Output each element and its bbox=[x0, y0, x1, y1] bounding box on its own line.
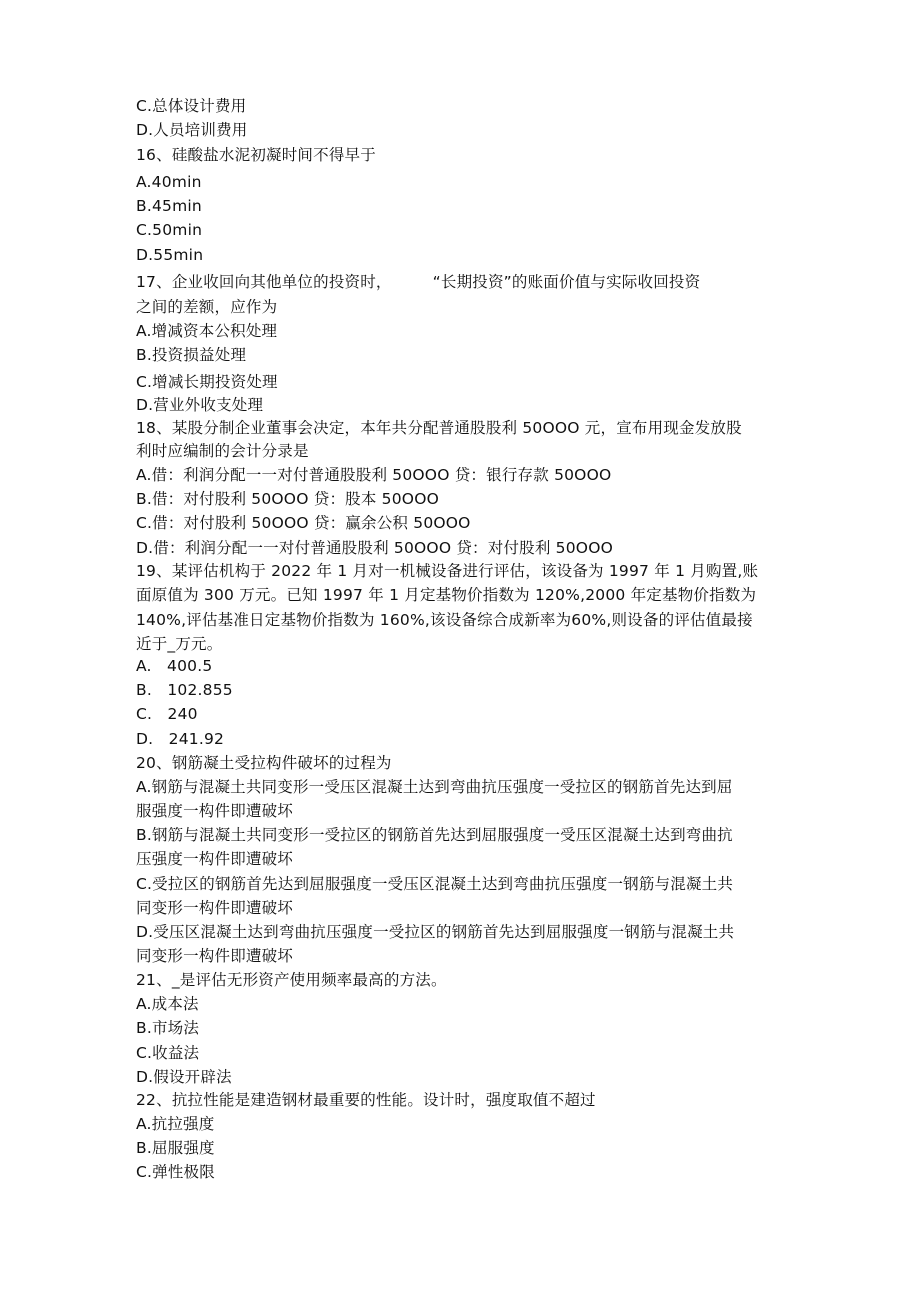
text-line: C.总体设计费用 bbox=[136, 97, 247, 115]
text-line: 压强度一构件即遭破坏 bbox=[136, 850, 294, 868]
text-line: A.抗拉强度 bbox=[136, 1115, 215, 1133]
text-line: D.人员培训费用 bbox=[136, 121, 248, 139]
text-line: B.市场法 bbox=[136, 1019, 200, 1037]
text-line: A.成本法 bbox=[136, 995, 199, 1013]
text-line: 服强度一构件即遭破坏 bbox=[136, 802, 294, 820]
text-line: 之间的差额，应作为 bbox=[136, 298, 278, 316]
text-line: C.收益法 bbox=[136, 1044, 200, 1062]
text-line: A.40min bbox=[136, 173, 202, 191]
text-line: B.45min bbox=[136, 197, 202, 215]
text-line: A. 400.5 bbox=[136, 657, 213, 675]
text-line: 19、某评估机构于 2022 年 1 月对一机械设备进行评估，该设备为 1997 年 1 月购置,账 bbox=[136, 562, 759, 580]
text-line: B.投资损益处理 bbox=[136, 346, 247, 364]
text-line: A.借：利润分配一一对付普通股股利 50OOO 贷：银行存款 50OOO bbox=[136, 466, 612, 484]
text-line: B. 102.855 bbox=[136, 681, 233, 699]
text-line: B.屈服强度 bbox=[136, 1139, 215, 1157]
text-line: 16、硅酸盐水泥初凝时间不得早于 bbox=[136, 146, 376, 164]
text-line: 21、_是评估无形资产使用频率最高的方法。 bbox=[136, 971, 447, 989]
text-line: D.借：利润分配一一对付普通股股利 50OOO 贷：对付股利 50OOO bbox=[136, 539, 613, 557]
text-line: D.55min bbox=[136, 246, 204, 264]
text-line: D.营业外收支处理 bbox=[136, 396, 264, 414]
text-line: A.钢筋与混凝土共同变形一受压区混凝土达到弯曲抗压强度一受拉区的钢筋首先达到屈 bbox=[136, 778, 733, 796]
text-line: 近于_万元。 bbox=[136, 635, 223, 653]
text-line: C. 240 bbox=[136, 705, 198, 723]
text-line: C.受拉区的钢筋首先达到屈服强度一受压区混凝土达到弯曲抗压强度一钢筋与混凝土共 bbox=[136, 875, 734, 893]
text-line: 同变形一构件即遭破坏 bbox=[136, 947, 294, 965]
text-line: 同变形一构件即遭破坏 bbox=[136, 899, 294, 917]
text-line: C.弹性极限 bbox=[136, 1163, 215, 1181]
text-line: B.钢筋与混凝土共同变形一受拉区的钢筋首先达到屈服强度一受压区混凝土达到弯曲抗 bbox=[136, 826, 733, 844]
text-line: D.受压区混凝土达到弯曲抗压强度一受拉区的钢筋首先达到屈服强度一钢筋与混凝土共 bbox=[136, 923, 735, 941]
text-line: 17、企业收回向其他单位的投资时， “长期投资”的账面价值与实际收回投资 bbox=[136, 273, 701, 291]
text-line: C.增减长期投资处理 bbox=[136, 373, 278, 391]
text-line: B.借：对付股利 50OOO 贷：股本 50OOO bbox=[136, 490, 439, 508]
text-line: C.借：对付股利 50OOO 贷：赢余公积 50OOO bbox=[136, 514, 471, 532]
text-line: 面原值为 300 万元。已知 1997 年 1 月定基物价指数为 120%,2000 年定基物价指数为 bbox=[136, 586, 757, 604]
text-line: 利时应编制的会计分录是 bbox=[136, 442, 309, 460]
text-line: D. 241.92 bbox=[136, 730, 225, 748]
text-line: 20、钢筋凝土受拉构件破坏的过程为 bbox=[136, 754, 392, 772]
text-line: A.增减资本公积处理 bbox=[136, 322, 278, 340]
text-line: 22、抗拉性能是建造钢材最重要的性能。设计时，强度取值不超过 bbox=[136, 1091, 596, 1109]
text-line: C.50min bbox=[136, 221, 203, 239]
text-line: 18、某股分制企业董事会决定，本年共分配普通股股利 50OOO 元，宣布用现金发放股 bbox=[136, 419, 742, 437]
text-line: 140%,评估基准日定基物价指数为 160%,该设备综合成新率为60%,则设备的评估值最接 bbox=[136, 611, 753, 629]
text-line: D.假设开辟法 bbox=[136, 1068, 232, 1086]
